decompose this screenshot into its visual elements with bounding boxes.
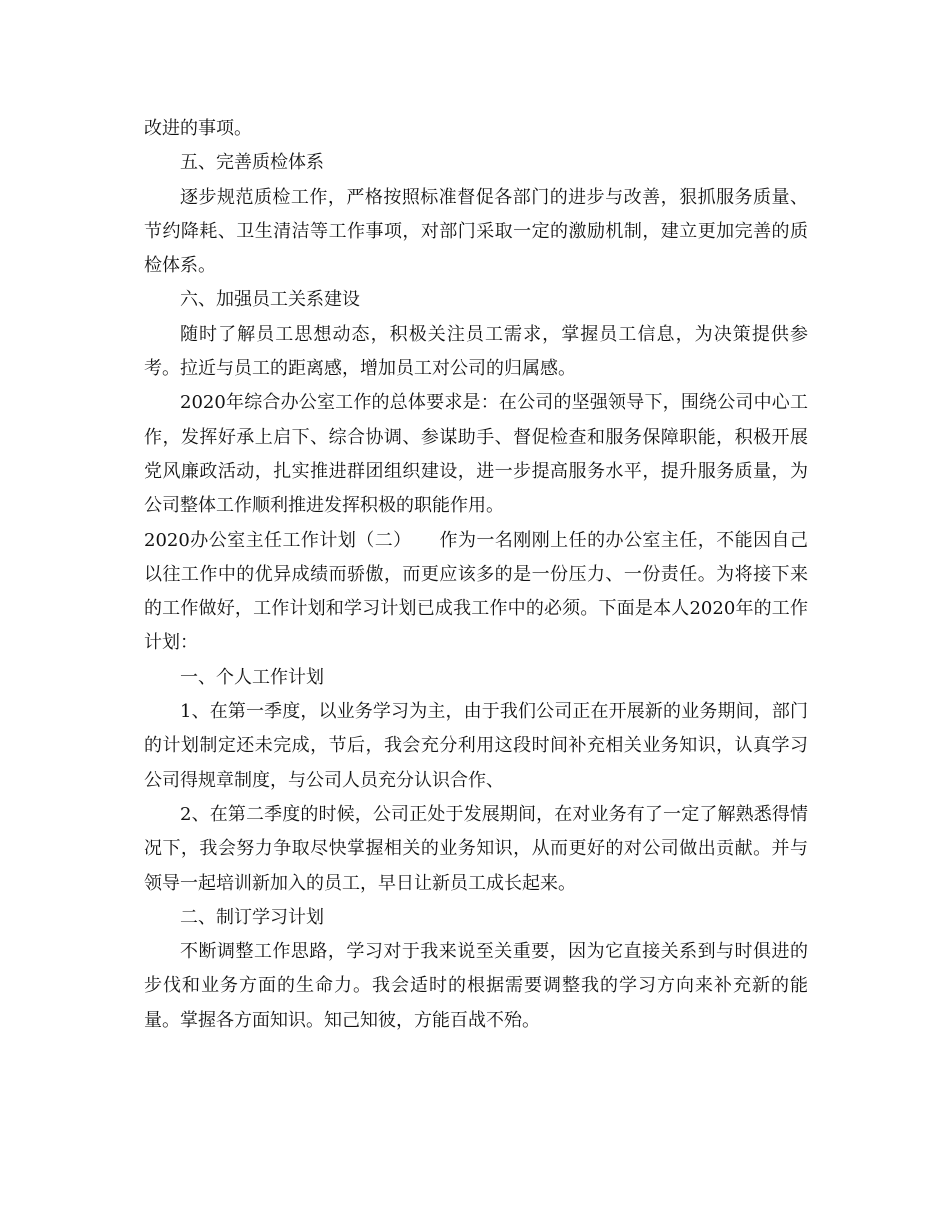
paragraph-first-quarter: 1、在第一季度，以业务学习为主，由于我们公司正在开展新的业务期间，部门的计划制定还未完成，节后，我会充分利用这段时间补充相关业务知识，认真学习公司得规章制度，与公司人员充分认识合作、 bbox=[144, 701, 808, 791]
paragraph-quality-system: 逐步规范质检工作，严格按照标准督促各部门的进步与改善，狠抓服务质量、节约降耗、卫生清洁等工作事项，对部门采取一定的激励机制，建立更加完善的质检体系。 bbox=[144, 186, 808, 277]
section-heading-employee-relations: 六、加强员工关系建设 bbox=[180, 289, 360, 311]
paragraph-employee-relations: 随时了解员工思想动态，积极关注员工需求，掌握员工信息，为决策提供参考。拉近与员工的距离感，增加员工对公司的归属感。 bbox=[144, 323, 808, 380]
section-heading-quality-system: 五、完善质检体系 bbox=[180, 152, 324, 174]
paragraph-continuation: 改进的事项。 bbox=[144, 118, 252, 139]
paragraph-plan-two-intro: 2020办公室主任工作计划（二） 作为一名刚刚上任的办公室主任，不能因自己以往工作中的优异成绩而骄傲，而更应该多的是一份压力、一份责任。为将接下来的工作做好，工作计划和学习计划已成我工作中的必须。下面是本人2020年的工作计划： bbox=[144, 529, 808, 654]
document-page bbox=[144, 112, 808, 1038]
section-heading-personal-plan: 一、个人工作计划 bbox=[180, 666, 324, 688]
paragraph-study-plan: 不断调整工作思路，学习对于我来说至关重要，因为它直接关系到与时俱进的步伐和业务方面的生命力。我会适时的根据需要调整我的学习方向来补充新的能量。掌握各方面知识。知己知彼，方能百战不殆。 bbox=[144, 941, 808, 1031]
paragraph-second-quarter: 2、在第二季度的时候，公司正处于发展期间，在对业务有了一定了解熟悉得情况下，我会努力争取尽快掌握相关的业务知识，从而更好的对公司做出贡献。并与领导一起培训新加入的员工，早日让新员工成长起来。 bbox=[144, 803, 808, 894]
section-heading-study-plan: 二、制订学习计划 bbox=[180, 906, 324, 928]
paragraph-overall-requirements: 2020年综合办公室工作的总体要求是：在公司的坚强领导下，围绕公司中心工作，发挥好承上启下、综合协调、参谋助手、督促检查和服务保障职能，积极开展党风廉政活动，扎实推进群团组织建设，进一步提高服务水平，提升服务质量，为公司整体工作顺利推进发挥积极的职能作用。 bbox=[144, 392, 808, 517]
